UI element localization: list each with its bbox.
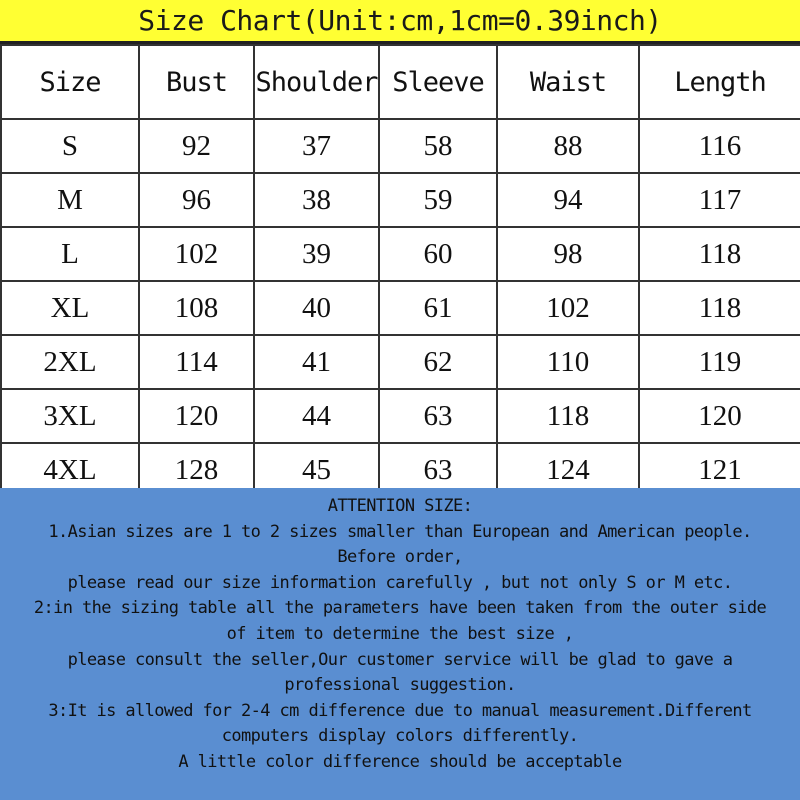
- table-cell: 3XL: [1, 389, 139, 443]
- table-cell: 120: [639, 389, 800, 443]
- table-cell: 40: [254, 281, 379, 335]
- table-cell: 118: [497, 389, 639, 443]
- table-cell: 102: [497, 281, 639, 335]
- notes-heading: ATTENTION SIZE:: [327, 496, 473, 516]
- table-cell: 128: [139, 443, 254, 497]
- column-header-sleeve: Sleeve: [379, 45, 497, 119]
- table-row: [1, 281, 800, 335]
- notes-line: 1.Asian sizes are 1 to 2 sizes smaller than European and American people.: [48, 521, 752, 542]
- table-cell: 63: [379, 443, 497, 497]
- notes-line: computers display colors differently.: [221, 726, 579, 747]
- table-cell: 118: [639, 227, 800, 281]
- table-cell: 116: [639, 119, 800, 173]
- table-cell: 62: [379, 335, 497, 389]
- column-header-size: Size: [1, 45, 139, 119]
- table-cell: 60: [379, 227, 497, 281]
- notes-line: please consult the seller,Our customer service will be glad to gave a: [67, 649, 733, 670]
- table-cell: M: [1, 173, 139, 227]
- table-cell: 124: [497, 443, 639, 497]
- table-cell: 39: [254, 227, 379, 281]
- column-header-waist: Waist: [497, 45, 639, 119]
- table-cell: 88: [497, 119, 639, 173]
- attention-notes: [0, 488, 800, 800]
- table-cell: 119: [639, 335, 800, 389]
- table-cell: 118: [639, 281, 800, 335]
- table-cell: 94: [497, 173, 639, 227]
- table-cell: S: [1, 119, 139, 173]
- table-cell: 114: [139, 335, 254, 389]
- table-cell: 92: [139, 119, 254, 173]
- table-cell: XL: [1, 281, 139, 335]
- table-cell: 58: [379, 119, 497, 173]
- table-cell: 102: [139, 227, 254, 281]
- table-cell: 38: [254, 173, 379, 227]
- table-row: [1, 119, 800, 173]
- notes-line: A little color difference should be acceptable: [178, 751, 622, 772]
- notes-line: please read our size information carefully , but not only S or M etc.: [67, 572, 733, 593]
- size-chart-title: Size Chart(Unit:cm,1cm=0.39inch): [0, 0, 800, 44]
- table-cell: 108: [139, 281, 254, 335]
- notes-line: 3:It is allowed for 2-4 cm difference due to manual measurement.Different: [48, 700, 752, 721]
- table-cell: 98: [497, 227, 639, 281]
- table-cell: 96: [139, 173, 254, 227]
- table-cell: 120: [139, 389, 254, 443]
- table-cell: 45: [254, 443, 379, 497]
- column-header-bust: Bust: [139, 45, 254, 119]
- notes-line: 2:in the sizing table all the parameters have been taken from the outer side: [33, 598, 767, 619]
- table-cell: 44: [254, 389, 379, 443]
- notes-line: professional suggestion.: [284, 675, 516, 696]
- table-row: [1, 173, 800, 227]
- column-header-shoulder: Shoulder: [254, 45, 379, 119]
- notes-line: of item to determine the best size ,: [226, 623, 574, 644]
- table-cell: L: [1, 227, 139, 281]
- size-table: [0, 44, 800, 498]
- column-header-length: Length: [639, 45, 800, 119]
- table-row: [1, 335, 800, 389]
- table-cell: 2XL: [1, 335, 139, 389]
- table-cell: 110: [497, 335, 639, 389]
- table-header-row: [1, 45, 800, 119]
- table-row: [1, 389, 800, 443]
- table-cell: 61: [379, 281, 497, 335]
- table-cell: 59: [379, 173, 497, 227]
- table-cell: 4XL: [1, 443, 139, 497]
- table-row: [1, 227, 800, 281]
- table-cell: 117: [639, 173, 800, 227]
- table-cell: 63: [379, 389, 497, 443]
- table-cell: 37: [254, 119, 379, 173]
- table-cell: 121: [639, 443, 800, 497]
- table-cell: 41: [254, 335, 379, 389]
- notes-line: Before order,: [337, 547, 463, 568]
